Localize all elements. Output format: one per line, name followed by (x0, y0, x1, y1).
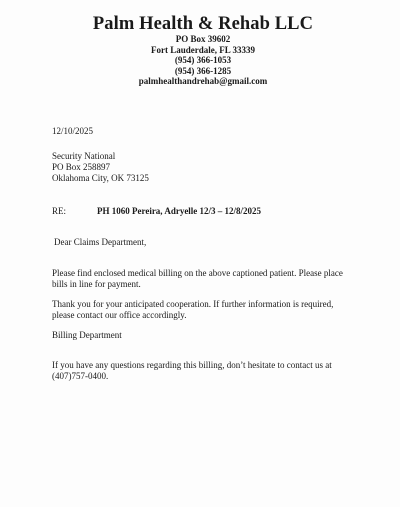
letterhead (0, 14, 400, 87)
recipient-address-line-2: Oklahoma City, OK 73125 (52, 173, 149, 183)
body-paragraph-3 (52, 360, 332, 382)
body-paragraph-1-line-2: bills in line for payment. (52, 279, 141, 289)
company-phone-1: (954) 366-1053 (174, 55, 232, 66)
signoff: Billing Department (52, 330, 122, 340)
body-paragraph-3-line-1: If you have any questions regarding this billing, don’t hesitate to contact us at (52, 360, 332, 370)
recipient-name: Security National (52, 151, 116, 161)
company-po-box: PO Box 39602 (175, 34, 231, 44)
letter-date: 12/10/2025 (52, 126, 94, 136)
body-paragraph-2-line-1: Thank you for your anticipated cooperation. If further information is required, (52, 299, 334, 309)
company-city: Fort Lauderdale, FL 33339 (151, 44, 255, 55)
body-paragraph-3-line-2: (407)757-0400. (52, 371, 109, 381)
subject-text: PH 1060 Pereira, Adryelle 12/3 – 12/8/2025 (97, 206, 262, 216)
company-name: Palm Health & Rehab LLC (92, 14, 314, 34)
body-paragraph-1-line-1: Please find enclosed medical billing on the above captioned patient. Please place (52, 268, 343, 278)
recipient-address (52, 151, 149, 184)
company-email: palmhealthandrehab@gmail.com (138, 76, 268, 87)
body-paragraph-1 (52, 268, 343, 290)
recipient-address-line-1: PO Box 258897 (52, 162, 111, 172)
subject-line (52, 206, 261, 217)
subject-label: RE: (52, 206, 67, 216)
body-paragraph-2-line-2: please contact our office accordingly. (52, 310, 187, 320)
salutation: Dear Claims Department, (54, 237, 147, 247)
body-paragraph-2 (52, 299, 333, 321)
company-phone-2: (954) 366-1285 (174, 65, 232, 76)
